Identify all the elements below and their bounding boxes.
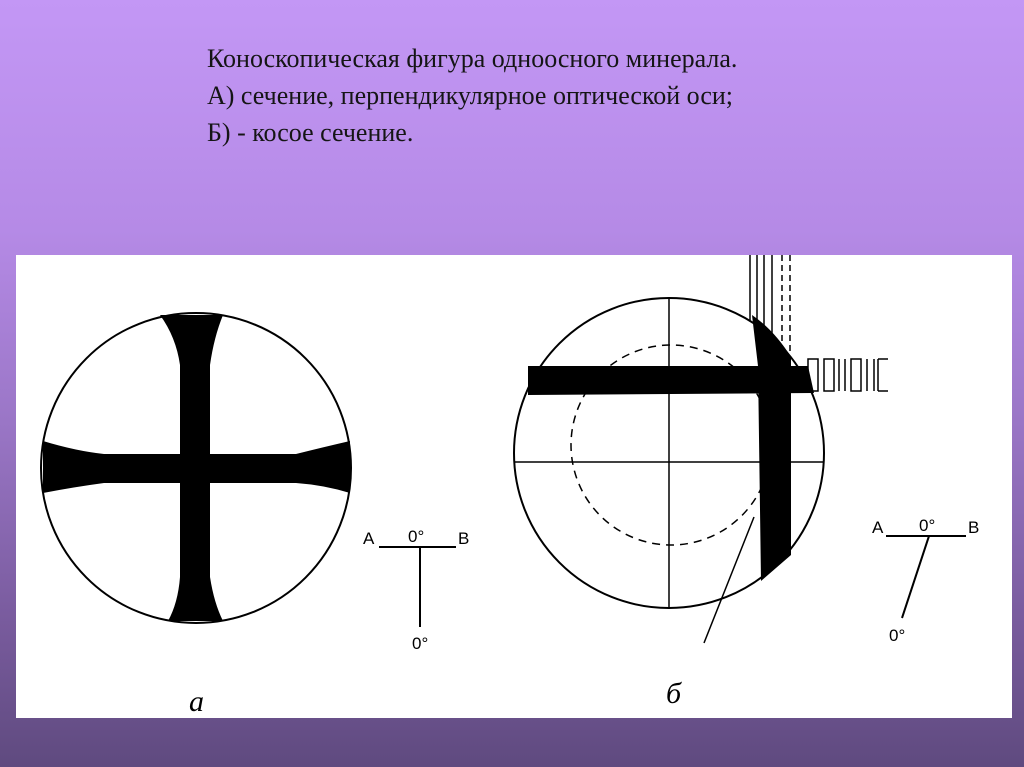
figure-b-stripes-right: [808, 359, 888, 391]
axis-b: [872, 516, 979, 645]
axis-b-oblique-line: [902, 536, 929, 618]
diagram-canvas: [16, 255, 1012, 718]
axis-b-top-angle: 0°: [919, 516, 936, 535]
axis-b-bottom-angle: 0°: [889, 626, 906, 645]
axis-a: [363, 527, 469, 653]
axis-a-bottom-angle: 0°: [412, 634, 429, 653]
figure-b: [514, 255, 888, 643]
axis-a-right-label: B: [458, 529, 470, 548]
axis-b-right-label: B: [968, 518, 980, 537]
axis-a-top-angle: 0°: [408, 527, 425, 546]
title-line-2: А) сечение, перпендикулярное оптической оси;: [207, 81, 734, 110]
figure-a: [41, 313, 351, 623]
axis-b-left-label: A: [872, 518, 884, 537]
axis-a-left-label: A: [363, 529, 375, 548]
slide-title: [207, 40, 737, 151]
title-line-3: Б) - косое сечение.: [207, 118, 414, 147]
title-line-1: Коноскопическая фигура одноосного минерала.: [207, 44, 738, 73]
figure-a-caption: а: [189, 685, 204, 718]
diagram-panel: [16, 255, 1012, 718]
figure-b-caption: б: [666, 677, 682, 710]
